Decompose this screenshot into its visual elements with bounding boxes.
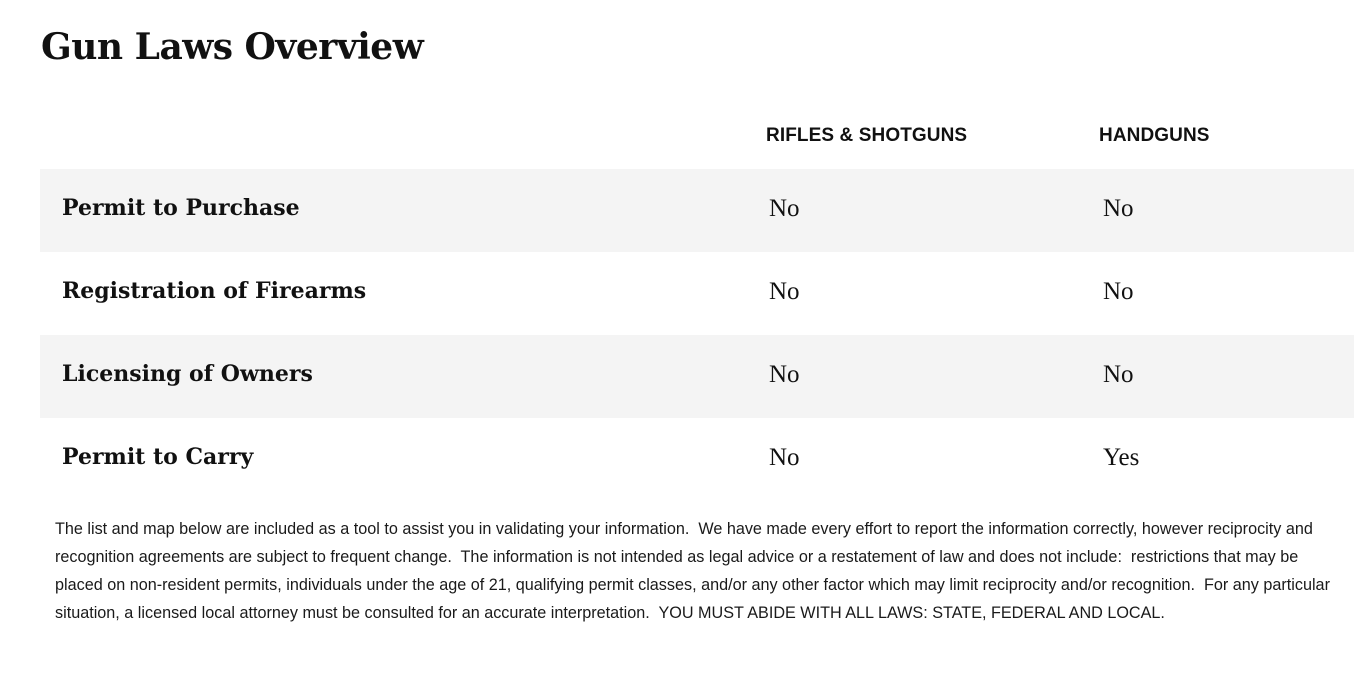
disclaimer-text: The list and map below are included as a tool to assist you in validating your information. We have made every effort to report the information correctly, however reciprocity and recognition agreements are subject to frequent change. The information is not intended as legal advice or a restatement of law and does not include: restrictions that may be placed on non-resident permits, individuals under the age of 21, qualifying permit classes, and/or any other factor which may limit reciprocity and/or recognition. For any particular situation, a licensed local attorney must be consulted for an accurate interpretation. YOU MUST ABIDE WITH ALL LAWS: STATE, FEDERAL AND LOCAL.: [55, 520, 1335, 622]
page-title: Gun Laws Overview: [41, 26, 424, 68]
column-header-handguns: HANDGUNS: [1099, 125, 1210, 146]
cell-handguns: No: [1103, 195, 1134, 222]
table-row-registration-of-firearms: [40, 252, 1354, 335]
table-row-permit-to-purchase: [40, 169, 1354, 252]
row-label: Permit to Carry: [62, 444, 254, 470]
cell-rifles-shotguns: No: [769, 278, 800, 305]
table-header-row: [40, 104, 1354, 169]
gun-laws-table: [40, 104, 1354, 501]
cell-handguns: Yes: [1103, 444, 1140, 471]
cell-handguns: No: [1103, 361, 1134, 388]
row-label: Licensing of Owners: [62, 361, 313, 387]
table-row-licensing-of-owners: [40, 335, 1354, 418]
cell-handguns: No: [1103, 278, 1134, 305]
row-label: Permit to Purchase: [62, 195, 300, 221]
cell-rifles-shotguns: No: [769, 195, 800, 222]
cell-rifles-shotguns: No: [769, 361, 800, 388]
cell-rifles-shotguns: No: [769, 444, 800, 471]
row-label: Registration of Firearms: [62, 278, 367, 304]
table-row-permit-to-carry: [40, 418, 1354, 501]
column-header-rifles-shotguns: RIFLES & SHOTGUNS: [766, 125, 968, 146]
